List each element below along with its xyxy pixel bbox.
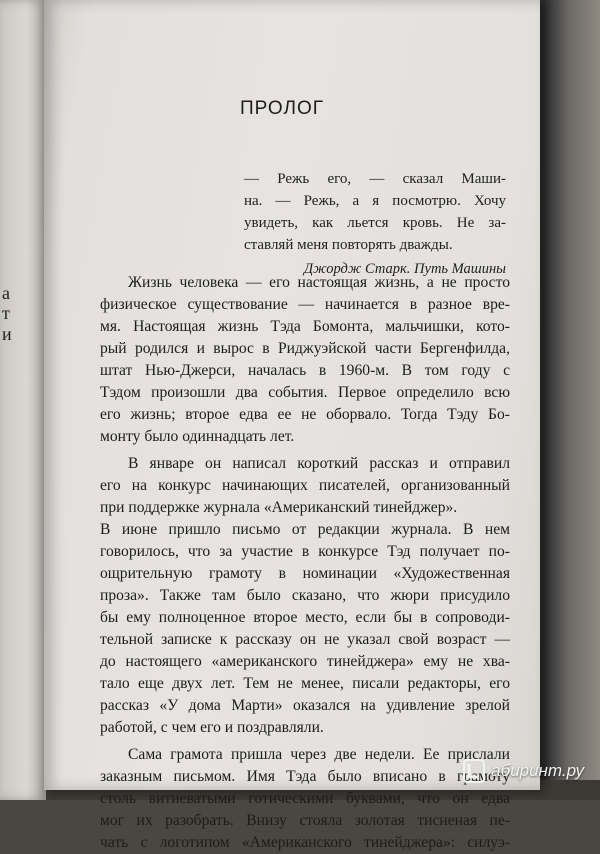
- epigraph-line: — Режь его, — сказал Маши-: [244, 171, 506, 187]
- text-line: при поддержке журнала «Американский тинейджер».: [100, 499, 458, 516]
- chapter-title: ПРОЛОГ: [240, 98, 325, 119]
- left-page-fragment: и: [2, 324, 12, 344]
- text-line: физическое существование — начинается в разное вре-: [100, 296, 510, 313]
- watermark-text: абиринт.ру: [491, 761, 584, 780]
- left-page-edge: [0, 0, 46, 800]
- text-line: мя. Настоящая жизнь Тэда Бомонта, мальчишки, кото-: [100, 318, 510, 335]
- text-line: столь витиеватыми готическими буквами, что он едва: [100, 790, 510, 807]
- text-line: ощрительную грамоту в номинации «Художественная: [100, 565, 510, 582]
- text-line: чать с логотипом «Американского тинейджера»: силуэ-: [100, 834, 510, 851]
- labirint-logo-icon: [463, 759, 485, 783]
- epigraph-attribution: Джордж Старк. Путь Машины: [303, 261, 506, 277]
- book-page: [44, 0, 540, 851]
- left-page-fragment: а: [2, 283, 10, 303]
- text-line: его на конкурс начинающих писателей, организованный: [100, 477, 510, 494]
- epigraph-line: на. — Режь, а я посмотрю. Хочу: [244, 193, 506, 209]
- body-text: [100, 272, 510, 854]
- text-line: его жизнь; второе едва ее не оборвало. Тогда Тэду Бо-: [100, 406, 510, 423]
- text-line: Сама грамота пришла через две недели. Ее прислали: [128, 746, 510, 763]
- text-line: В январе он написал короткий рассказ и отправил: [128, 455, 510, 472]
- text-line: заказным письмом. Имя Тэда было вписано в грамоту: [100, 768, 510, 785]
- text-line: монту было одиннадцать лет.: [100, 428, 295, 445]
- text-line: работой, с чем его и поздравляли.: [100, 719, 324, 736]
- text-line: мог их разобрать. Внизу стояла золотая тисненая пе-: [100, 812, 510, 829]
- text-line: бы ему полноценное второе место, если бы в сопроводи-: [100, 609, 510, 626]
- epigraph-line: ставляй меня повторять дважды.: [244, 237, 453, 253]
- text-line: тельной записке к рассказу он не указал свой возраст —: [100, 631, 510, 648]
- text-line: рассказ «У дома Марти» оказался на удивление зрелой: [100, 697, 510, 714]
- text-line: до настоящего «американского тинейджера» ему не хва-: [100, 653, 510, 670]
- text-line: проза». Также там было сказано, что жюри присудило: [100, 587, 510, 604]
- text-line: тало еще двух лет. Тем не менее, писали редакторы, его: [100, 675, 510, 692]
- epigraph: [244, 168, 506, 280]
- text-line: рый родился и вырос в Риджуэйской части Бергенфилда,: [100, 340, 510, 357]
- text-line: В июне пришло письмо от редакции журнала. В нем: [100, 521, 510, 538]
- text-line: говорилось, что за участие в конкурсе Тэд получает по-: [100, 543, 510, 560]
- text-line: Жизнь человека — его настоящая жизнь, а не просто: [128, 274, 510, 291]
- text-line: штат Нью-Джерси, началась в 1960-м. В том году с: [100, 362, 510, 379]
- text-line: Тэдом произошли два события. Первое определило всю: [100, 384, 510, 401]
- left-page-fragment: т: [2, 303, 10, 323]
- epigraph-line: увидеть, как льется кровь. Не за-: [244, 215, 506, 231]
- watermark: [463, 756, 584, 786]
